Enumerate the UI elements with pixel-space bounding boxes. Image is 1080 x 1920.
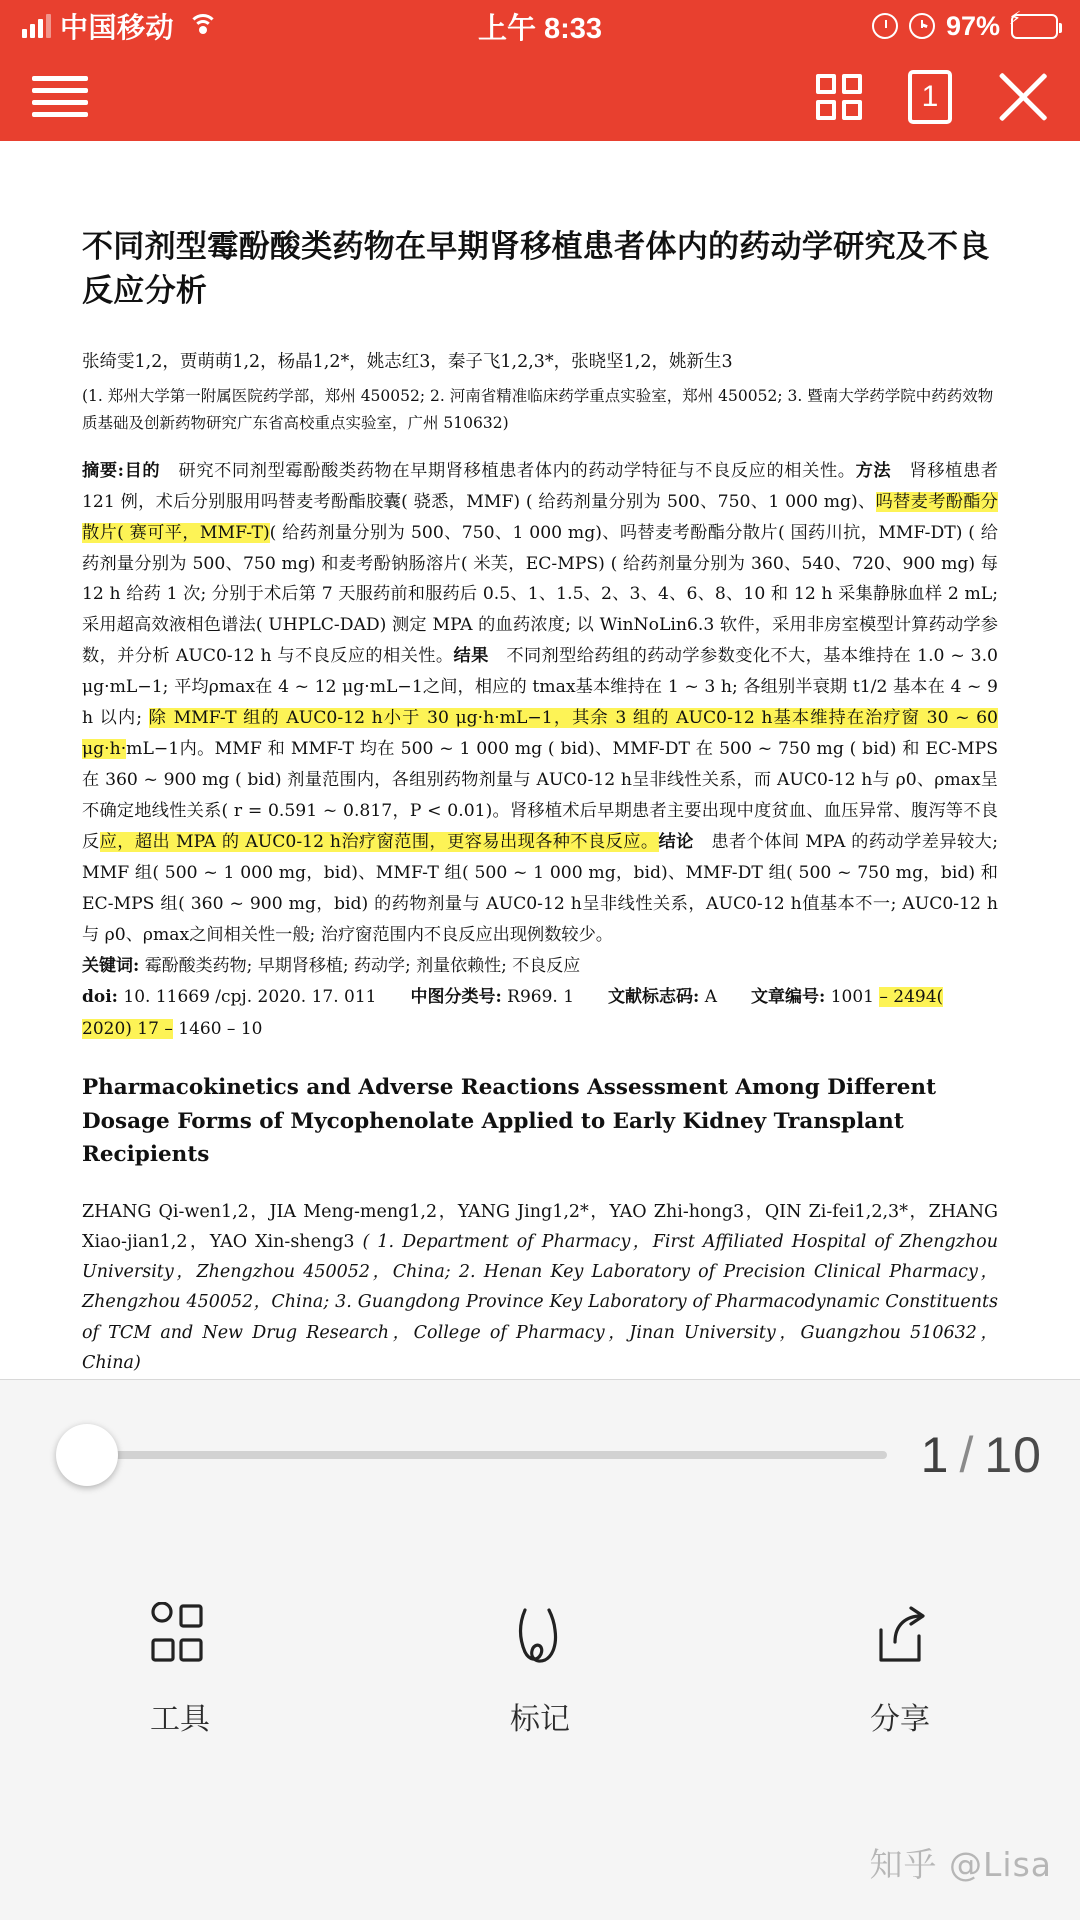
page-title: 不同剂型霉酚酸类药物在早期肾移植患者体内的药动学研究及不良反应分析 bbox=[82, 229, 990, 310]
battery-charging-icon: ⚡ bbox=[1011, 14, 1058, 39]
authors-english-names: ZHANG Qi-wen1,2，JIA Meng-meng1,2，YANG Jing1,2*，YAO Zhi-hong3，QIN Zi-fei1,2,3*，ZHANG Xiao-jian1,2，YAO Xin-sheng3 bbox=[82, 1202, 998, 1253]
grid-thumbnails-icon[interactable] bbox=[816, 74, 862, 120]
toolbar-label-share: 分享 bbox=[870, 1703, 930, 1736]
toolbar-item-share[interactable] bbox=[780, 1600, 1020, 1738]
page-count-badge[interactable]: 1 bbox=[908, 70, 952, 124]
abstract-cn-methods-text-1: 肾移植患者 121 例，术后分别服用吗替麦考酚酯胶囊( 骁悉，MMF) ( 给药剂量分别为 500、750、1 000 mg)、 bbox=[82, 460, 998, 512]
affiliation-english: ( 1. Department of Pharmacy，First Affiliated Hospital of Zhengzhou University，Zhengzhou 450052，China; 2. Henan Key Laboratory of Precision Clinical Pharmacy，Zhengzhou 450052，China; 3. Guangdong Province Key Laboratory of Pharmacodynamic Constituents of TCM and New Drug Research，College of Pharmacy，Jinan University，Guangzhou 510632，China) bbox=[82, 1232, 998, 1373]
toolbar-label-tools: 工具 bbox=[150, 1703, 210, 1736]
toolbar-item-mark[interactable] bbox=[420, 1600, 660, 1738]
page-slider[interactable] bbox=[56, 1425, 887, 1485]
doi-label: doi: bbox=[82, 987, 118, 1008]
page-slider-row bbox=[0, 1380, 1080, 1530]
title-english: Pharmacokinetics and Adverse Reactions Assessment Among Different Dosage Forms of Mycophenolate Applied to Early Kidney Transplant Recipients bbox=[82, 1075, 936, 1167]
highlight-mmf-t: 吗替麦考酚酯分散片( 赛可平，MMF-T) bbox=[82, 491, 998, 543]
article-no-prefix: 1001 bbox=[830, 987, 880, 1008]
status-bar-left bbox=[22, 6, 219, 46]
share-arrow-icon bbox=[865, 1600, 935, 1674]
affiliation-chinese: (1. 郑州大学第一附属医院药学部，郑州 450052; 2. 河南省精准临床药学重点实验室，郑州 450052; 3. 暨南大学药学院中药药效物质基础及创新药物研究广东省高校重点实验室，广州 510632) bbox=[82, 387, 994, 433]
status-bar bbox=[0, 0, 1080, 52]
alarm-clock-icon bbox=[909, 13, 935, 39]
wifi-icon bbox=[187, 14, 219, 38]
toolbar-label-mark: 标记 bbox=[510, 1703, 570, 1736]
page-slider-thumb[interactable] bbox=[56, 1424, 118, 1486]
authors-english bbox=[82, 1197, 998, 1378]
abstract-cn-label: 摘要: bbox=[82, 460, 124, 481]
toolbar-item-tools[interactable] bbox=[60, 1600, 300, 1738]
highlight-article-number: – 2494( 2020) 17 – bbox=[82, 987, 944, 1039]
document-page bbox=[0, 141, 1080, 1380]
doc-code-label: 文献标志码: bbox=[608, 987, 700, 1008]
abstract-cn-results-label: 结果 bbox=[453, 646, 489, 667]
highlight-adverse-reactions: 应，超出 MPA 的 AUC0-12 h治疗窗范围，更容易出现各种不良反应。 bbox=[99, 832, 659, 853]
rotation-lock-icon bbox=[872, 13, 898, 39]
app-bar-actions bbox=[816, 70, 1048, 124]
keywords-text: 霉酚酸类药物; 早期肾移植; 药动学; 剂量依赖性; 不良反应 bbox=[144, 955, 581, 976]
watermark: 知乎 @Lisa bbox=[869, 1845, 1052, 1884]
app-top-bar bbox=[0, 52, 1080, 141]
abstract-cn-methods-text-2: ( 给药剂量分别为 500、750、1 000 mg)、吗替麦考酚酯分散片( 国药川抗，MMF-DT) ( 给药剂量分别为 500、750 mg) 和麦考酚钠肠溶片( 米芙，EC-MPS) ( 给药剂量分别为 360、540、720、900 mg) 每 12 h 给药 1 次; 分别于术后第 7 天服药前和服药后 0.5、1、1.5、2、3、4、6、8、10 和 12 h 采集静脉血样 2 mL; 采用超高效液相色谱法( UHPLC-DAD) 测定 MPA 的血药浓度; 以 WinNoLin6.3 软件，采用非房室模型计算药动学参数，并分析 AUC0-12 h 与不良反应的相关性。 bbox=[82, 522, 998, 667]
abstract-cn-objective-text: 研究不同剂型霉酚酸类药物在早期肾移植患者体内的药动学特征与不良反应的相关性。 bbox=[178, 460, 856, 481]
article-no-label: 文章编号: bbox=[751, 987, 826, 1008]
marker-squiggle-icon bbox=[505, 1600, 575, 1674]
current-page-number: 1 bbox=[920, 1427, 950, 1483]
close-x-icon[interactable] bbox=[998, 72, 1048, 122]
doi-value: 10. 11669 /cpj. 2020. 17. 011 bbox=[123, 987, 377, 1008]
article-no-suffix: 1460 – 10 bbox=[172, 1018, 263, 1039]
abstract-chinese bbox=[82, 456, 998, 951]
keywords-label: 关键词: bbox=[82, 955, 140, 976]
battery-percent-label: 97% bbox=[945, 10, 1000, 41]
abstract-cn-results-text-2: mL−1内。MMF 和 MMF-T 均在 500 ~ 1 000 mg ( bid)、MMF-DT 在 500 ~ 750 mg ( bid) 和 EC-MPS 在 360 ~ 900 mg ( bid) 剂量范围内，各组别药物剂量与 AUC0-12 h呈非线性关系，而 AUC0-12 h与 ρ0、ρmax呈不确定地线性关系( r = 0.591 ~ 0.817，P < 0.01)。肾移植术后早期患者主要出现中度贫血、血压异常、腹泻等不良反 bbox=[82, 739, 998, 853]
bottom-control-area bbox=[0, 1380, 1080, 1920]
page-indicator bbox=[921, 1426, 1042, 1484]
abstract-cn-objective-label: 目的 bbox=[123, 460, 161, 481]
page-slider-track[interactable] bbox=[56, 1451, 887, 1459]
total-page-number: 10 bbox=[984, 1427, 1042, 1483]
clc-label: 中图分类号: bbox=[410, 987, 502, 1008]
abstract-cn-results-text-1: 不同剂型给药组的药动学参数变化不大，基本维持在 1.0 ~ 3.0 μg·mL−1; 平均ρmax在 4 ~ 12 μg·mL−1之间，相应的 tmax基本维持在 1 ~ 3 h; 各组别半衰期 t1/2 基本在 4 ~ 9 h 以内; bbox=[82, 646, 998, 729]
doi-metadata-line bbox=[82, 982, 998, 1045]
hamburger-menu-icon[interactable] bbox=[32, 76, 88, 118]
abstract-cn-conclusion-text: 患者个体间 MPA 的药动学差异较大; MMF 组( 500 ~ 1 000 mg，bid)、MMF-T 组( 500 ~ 1 000 mg，bid)、MMF-DT 组( 500 ~ 750 mg，bid) 和 EC-MPS 组( 360 ~ 900 mg，bid) 的药物剂量与 AUC0-12 h呈非线性关系，AUC0-12 h值基本不一; AUC0-12 h与 ρ0、ρmax之间相关性一般; 治疗窗范围内不良反应出现例数较少。 bbox=[82, 832, 998, 945]
abstract-cn-conclusion-label: 结论 bbox=[658, 832, 694, 853]
doc-code-value: A bbox=[704, 987, 717, 1008]
highlight-auc-range: 除 MMF-T 组的 AUC0-12 h小于 30 μg·h·mL−1，其余 3 组的 AUC0-12 h基本维持在治疗窗 30 ~ 60 μg·h· bbox=[82, 708, 998, 760]
bottom-toolbar bbox=[0, 1530, 1080, 1738]
page-separator: / bbox=[959, 1427, 975, 1483]
document-viewport[interactable] bbox=[0, 141, 1080, 1380]
abstract-cn-methods-label: 方法 bbox=[855, 460, 892, 481]
status-bar-time: 上午 8:33 bbox=[477, 12, 603, 45]
clc-value: R969. 1 bbox=[507, 987, 575, 1008]
keywords-chinese bbox=[82, 951, 998, 982]
signal-bars-icon bbox=[22, 14, 51, 38]
carrier-label: 中国移动 bbox=[60, 12, 175, 43]
status-bar-right bbox=[872, 7, 1058, 42]
authors-chinese: 张绮雯1,2，贾萌萌1,2，杨晶1,2*，姚志红3，秦子飞1,2,3*，张晓坚1,2，姚新生3 bbox=[82, 352, 733, 373]
tools-grid-icon bbox=[145, 1600, 215, 1674]
